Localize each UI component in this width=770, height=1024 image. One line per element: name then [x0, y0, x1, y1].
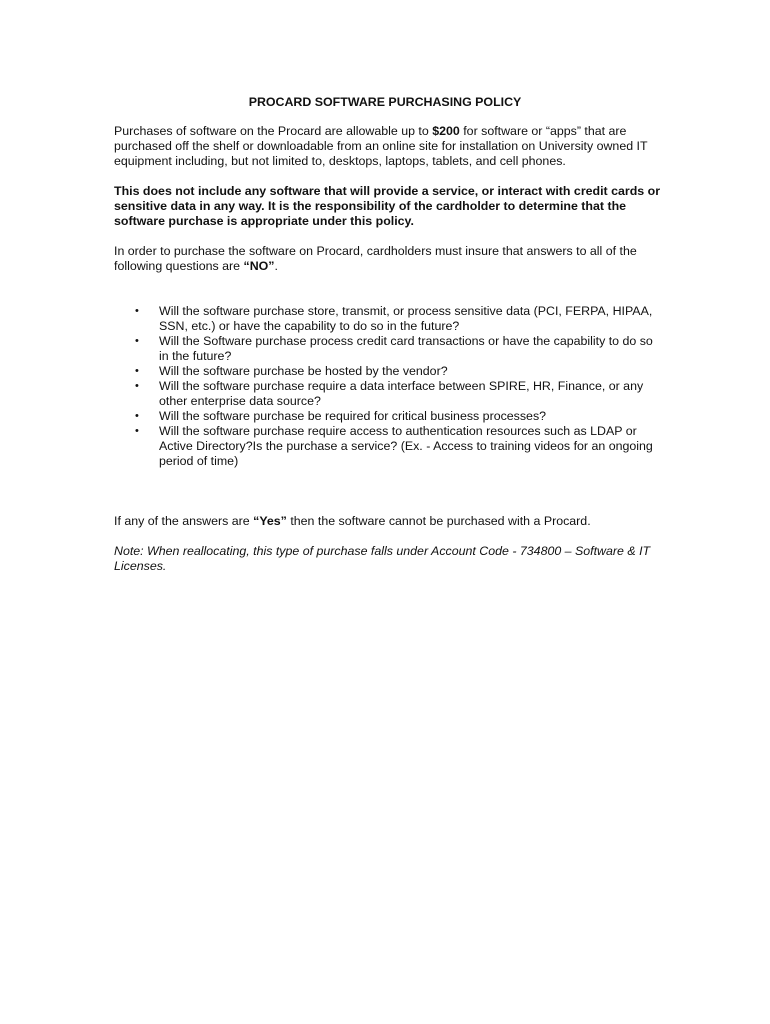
- bullet-icon: •: [135, 425, 139, 437]
- question-item: [114, 364, 662, 379]
- bullet-icon: •: [135, 380, 139, 392]
- conclusion-answer: “Yes”: [253, 514, 287, 528]
- bullet-icon: •: [135, 305, 139, 317]
- question-text: Will the software purchase be required for critical business processes?: [159, 409, 547, 423]
- spacer: [114, 289, 662, 304]
- question-text: Will the software purchase be hosted by the vendor?: [159, 364, 448, 378]
- question-text: Will the software purchase store, transmit, or process sensitive data (PCI, FERPA, HIPAA, SSN, etc.) or have the capability to do so in the future?: [159, 304, 653, 333]
- instruction-paragraph: [114, 244, 662, 274]
- exclusion-paragraph: This does not include any software that will provide a service, or interact with credit cards or sensitive data in any way. It is the responsibility of the cardholder to determine that the software purchase is appropriate under this policy.: [114, 184, 661, 228]
- instruction-text-start: In order to purchase the software on Procard, cardholders must insure that answers to all of the following questions are: [114, 244, 637, 273]
- intro-paragraph: [114, 124, 662, 169]
- bullet-icon: •: [135, 365, 139, 377]
- question-text: Will the software purchase require access to authentication resources such as LDAP or Active Directory?Is the purchase a service? (Ex. - Access to training videos for an ongoing period of time): [159, 424, 653, 468]
- question-item: [114, 424, 662, 469]
- account-code-note: Note: When reallocating, this type of purchase falls under Account Code - 734800 – Software & IT Licenses.: [114, 544, 651, 573]
- conclusion-text-start: If any of the answers are: [114, 514, 254, 528]
- question-item: [114, 379, 662, 409]
- conclusion-text-end: then the software cannot be purchased with a Procard.: [286, 514, 591, 528]
- question-text: Will the software purchase require a data interface between SPIRE, HR, Finance, or any other enterprise data source?: [159, 379, 644, 408]
- intro-text-start: Purchases of software on the Procard are allowable up to: [114, 124, 433, 138]
- spacer: [114, 469, 662, 514]
- question-text: Will the Software purchase process credit card transactions or have the capability to do so in the future?: [159, 334, 653, 363]
- bullet-icon: •: [135, 410, 139, 422]
- question-list: [114, 304, 662, 469]
- question-item: [114, 409, 662, 424]
- question-item: [114, 334, 662, 364]
- instruction-text-end: .: [274, 259, 278, 273]
- intro-amount: $200: [432, 124, 460, 138]
- document-body: [114, 95, 662, 589]
- instruction-answer: “NO”: [243, 259, 275, 273]
- intro-text-end: for software or “apps” that are purchased off the shelf or downloadable from an online site for installation on University owned IT equipment including, but not limited to, desktops, laptops, tablets, and cell phones.: [114, 124, 648, 168]
- conclusion-paragraph: [114, 514, 662, 529]
- document-title: PROCARD SOFTWARE PURCHASING POLICY: [248, 95, 522, 109]
- question-item: [114, 304, 662, 334]
- bullet-icon: •: [135, 335, 139, 347]
